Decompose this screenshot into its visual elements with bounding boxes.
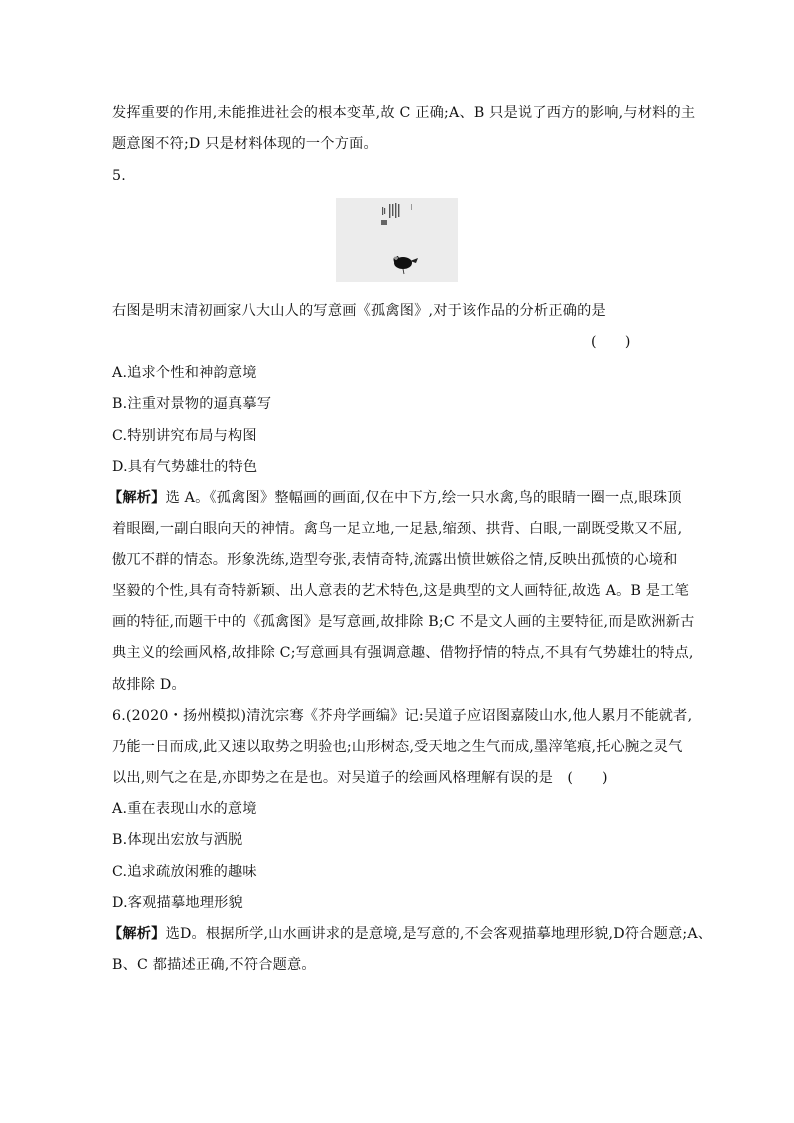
q5-stem: 右图是明末清初画家八大山人的写意画《孤禽图》,对于该作品的分析正确的是: [112, 303, 606, 319]
q6-analysis-line-1: [108, 924, 712, 944]
q5-option-a: A.追求个性和神韵意境: [112, 365, 257, 381]
q5-analysis-line-5: 画的特征,而题干中的《孤禽图》是写意画,故排除 B;C 不是文人画的主要特征,而是欧洲新古: [112, 614, 695, 630]
q5-analysis-line-4: 坚毅的个性,具有奇特新颖、出人意表的艺术特色,这是典型的文人画特征,故选 A。B 是工笔: [112, 583, 689, 599]
painting-image: [336, 198, 458, 282]
q6-analysis-line-2: B、C 都描述正确,不符合题意。: [112, 957, 316, 973]
q5-analysis-line-1: [108, 488, 682, 508]
seal-mark: [381, 220, 387, 225]
q5-analysis-line-3: 傲兀不群的情态。形象洗练,造型夸张,表情奇特,流露出愤世嫉俗之情,反映出孤愤的心境和: [112, 552, 678, 568]
q6-option-a: A.重在表现山水的意境: [112, 801, 257, 817]
q6-stem-line-1: 6.(2020・扬州模拟)清沈宗骞《芥舟学画编》记:吴道子应诏图嘉陵山水,他人累月不能就者,: [112, 708, 693, 724]
q5-analysis-line-7: 故排除 D。: [112, 677, 186, 693]
q5-analysis-line-6: 典主义的绘画风格,故排除 C;写意画具有强调意趣、借物抒情的特点,不具有气势雄壮的特点,: [112, 645, 694, 661]
q5-analysis-tag: 【解析】: [108, 490, 166, 506]
lonely-bird-painting: [336, 198, 458, 282]
q5-number: 5.: [112, 168, 126, 184]
q5-option-d: D.具有气势雄壮的特色: [112, 459, 258, 475]
q6-stem-line-2: 乃能一日而成,此又速以取势之明验也;山形树态,受天地之生气而成,墨滓笔痕,托心腕之灵气: [112, 739, 683, 755]
prev-answer-line-2: 题意图不符;D 只是材料体现的一个方面。: [112, 136, 378, 152]
q6-option-b: B.体现出宏放与洒脱: [112, 832, 243, 848]
q5-option-b: B.注重对景物的逼真摹写: [112, 396, 272, 412]
q6-analysis-tag: 【解析】: [108, 926, 166, 942]
q5-option-c: C.特别讲究布局与构图: [112, 428, 257, 444]
q6-option-d: D.客观描摹地理形貌: [112, 895, 243, 911]
q5-analysis-text-1: 选 A。《孤禽图》整幅画的画面,仅在中下方,绘一只水禽,鸟的眼睛一圈一点,眼珠顶: [165, 490, 682, 506]
q6-analysis-text-1: 选D。根据所学,山水画讲求的是意境,是写意的,不会客观描摹地理形貌,D符合题意;A、: [165, 926, 713, 942]
q5-answer-paren: ( ): [591, 334, 631, 350]
q5-analysis-line-2: 着眼圈,一副白眼向天的神情。禽鸟一足立地,一足悬,缩颈、拱背、白眼,一副既受欺又不屈,: [112, 521, 683, 537]
q6-option-c: C.追求疏放闲雅的趣味: [112, 864, 257, 880]
prev-answer-line-1: 发挥重要的作用,未能推进社会的根本变革,故 C 正确;A、B 只是说了西方的影响,与材料的主: [112, 105, 696, 121]
q6-stem-line-3: 以出,则气之在是,亦即势之在是也。对吴道子的绘画风格理解有误的是 ( ): [112, 770, 608, 786]
